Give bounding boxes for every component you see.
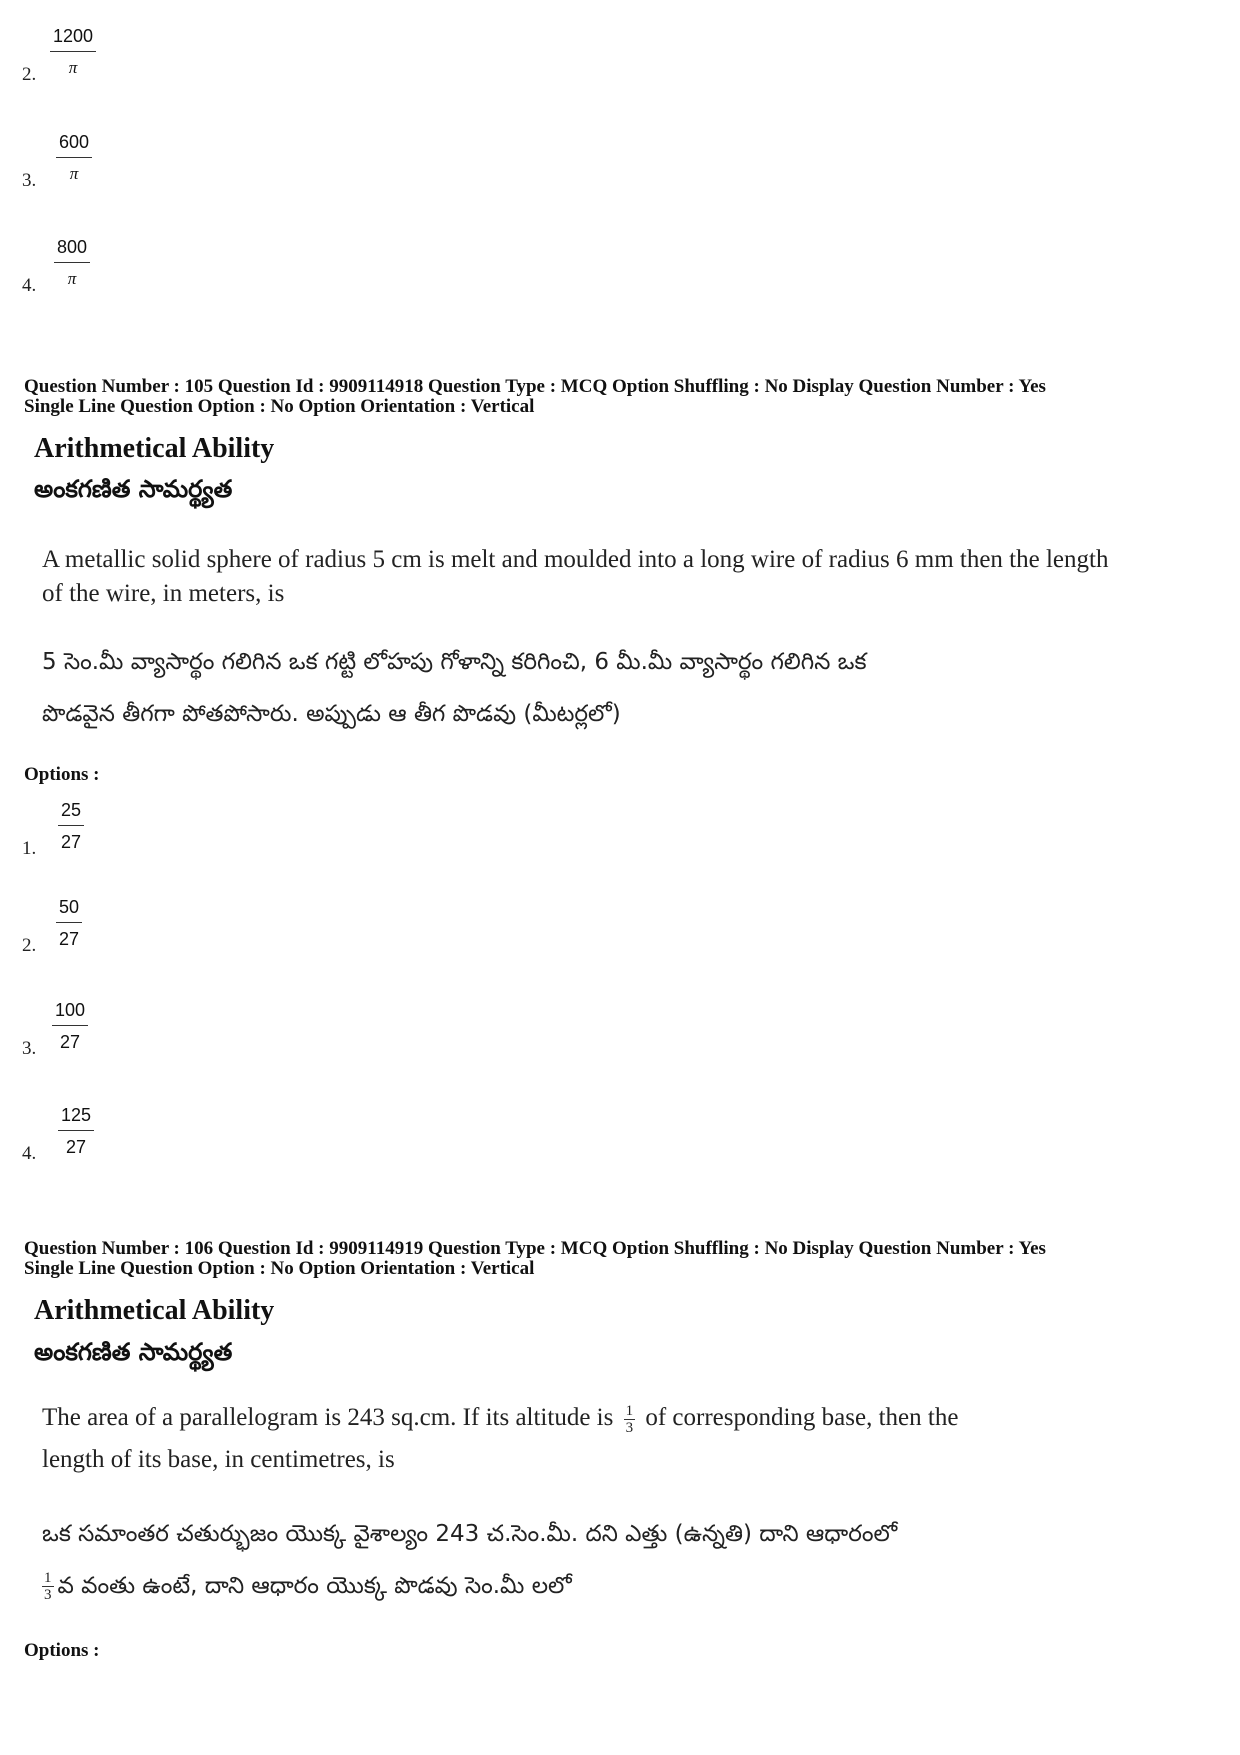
fraction-numerator: 1 bbox=[44, 1570, 52, 1586]
fraction-numerator: 1200 bbox=[50, 26, 96, 52]
fraction-denominator: 27 bbox=[61, 832, 82, 852]
en-text-part-2: of corresponding base, then the bbox=[645, 1404, 959, 1431]
section-title-en: Arithmetical Ability bbox=[34, 1295, 275, 1326]
option-3[interactable] bbox=[22, 1000, 222, 1060]
en-text-part-1: The area of a parallelogram is 243 sq.cm. If its altitude is bbox=[42, 1404, 614, 1431]
question-106-meta bbox=[24, 1239, 1224, 1279]
fraction-numerator: 600 bbox=[56, 132, 92, 158]
option-fraction bbox=[52, 1000, 88, 1053]
option-fraction bbox=[54, 237, 90, 289]
fraction-numerator: 25 bbox=[58, 800, 84, 826]
section-title-en: Arithmetical Ability bbox=[34, 433, 275, 464]
en-line-2: length of its base, in centimetres, is bbox=[42, 1446, 395, 1473]
question-105-text-te bbox=[42, 636, 1122, 740]
option-fraction bbox=[56, 897, 82, 950]
fraction-numerator: 100 bbox=[52, 1000, 88, 1026]
option-fraction bbox=[50, 26, 96, 78]
te-line-1: ఒక సమాంతర చతుర్భుజం యొక్క వైశాల్యం 243 చ.సెం.మీ. దని ఎత్తు (ఉన్నతి) దాని ఆధారంలో bbox=[42, 1521, 898, 1547]
fraction-denominator: 3 bbox=[625, 1419, 634, 1436]
option-number: 2. bbox=[22, 64, 37, 85]
option-number: 3. bbox=[22, 170, 37, 191]
option-number: 4. bbox=[22, 1143, 37, 1164]
te-line-1: 5 సెం.మీ వ్యాసార్థం గలిగిన ఒక గట్టి లోహపు గోళాన్ని కరిగించి, 6 మీ.మీ వ్యాసార్థం గలిగిన ఒక bbox=[42, 649, 867, 675]
option-number: 1. bbox=[22, 838, 37, 859]
fraction-numerator: 125 bbox=[58, 1105, 94, 1131]
fraction-numerator: 50 bbox=[56, 897, 82, 923]
option-2[interactable] bbox=[22, 897, 222, 957]
option-4[interactable] bbox=[22, 1105, 222, 1165]
inline-fraction bbox=[42, 1570, 54, 1603]
fraction-denominator: π bbox=[67, 269, 77, 288]
options-label: Options : bbox=[24, 764, 100, 785]
fraction-denominator: π bbox=[69, 164, 79, 183]
fraction-denominator: 27 bbox=[60, 1032, 81, 1052]
question-106-text-te bbox=[42, 1508, 1122, 1612]
fraction-numerator: 1 bbox=[625, 1402, 634, 1419]
section-title-te: అంకగణిత సామర్థ్యత bbox=[34, 1338, 233, 1366]
prev-option-4[interactable] bbox=[22, 237, 222, 297]
section-title-te: అంకగణిత సామర్థ్యత bbox=[34, 475, 233, 503]
options-label: Options : bbox=[24, 1640, 100, 1661]
inline-fraction bbox=[624, 1403, 636, 1436]
question-105-meta bbox=[24, 377, 1224, 417]
fraction-denominator: 27 bbox=[59, 929, 80, 949]
te-line-2-text: వ వంతు ఉంటే, దాని ఆధారం యొక్క పొడవు సెం.మీ లలో bbox=[57, 1573, 572, 1599]
meta-line-1: Question Number : 106 Question Id : 9909114919 Question Type : MCQ Option Shuffling : No Display Question Number : Yes bbox=[24, 1238, 1046, 1259]
fraction-denominator: π bbox=[68, 58, 78, 77]
meta-line-1: Question Number : 105 Question Id : 9909114918 Question Type : MCQ Option Shuffling : No Display Question Number : Yes bbox=[24, 376, 1046, 397]
meta-line-2: Single Line Question Option : No Option Orientation : Vertical bbox=[24, 1258, 535, 1279]
option-number: 4. bbox=[22, 275, 37, 296]
fraction-numerator: 800 bbox=[54, 237, 90, 263]
option-number: 3. bbox=[22, 1038, 37, 1059]
fraction-denominator: 3 bbox=[44, 1587, 52, 1603]
option-number: 2. bbox=[22, 935, 37, 956]
option-fraction bbox=[58, 1105, 94, 1158]
en-line-1 bbox=[42, 1397, 1122, 1439]
te-line-2: పొడవైన తీగగా పోతపోసారు. అప్పుడు ఆ తీగ పొడవు (మీటర్లలో) bbox=[42, 701, 621, 727]
fraction-denominator: 27 bbox=[66, 1137, 87, 1157]
question-106-text-en bbox=[42, 1397, 1122, 1481]
prev-option-2[interactable] bbox=[22, 26, 222, 86]
option-1[interactable] bbox=[22, 800, 222, 860]
option-fraction bbox=[56, 132, 92, 184]
prev-option-3[interactable] bbox=[22, 132, 222, 192]
meta-line-2: Single Line Question Option : No Option Orientation : Vertical bbox=[24, 396, 535, 417]
question-105-text-en: A metallic solid sphere of radius 5 cm is melt and moulded into a long wire of radius 6 mm then the length of the wire, in meters, is bbox=[42, 546, 1109, 607]
option-fraction bbox=[58, 800, 84, 853]
te-line-2 bbox=[42, 1560, 1122, 1612]
